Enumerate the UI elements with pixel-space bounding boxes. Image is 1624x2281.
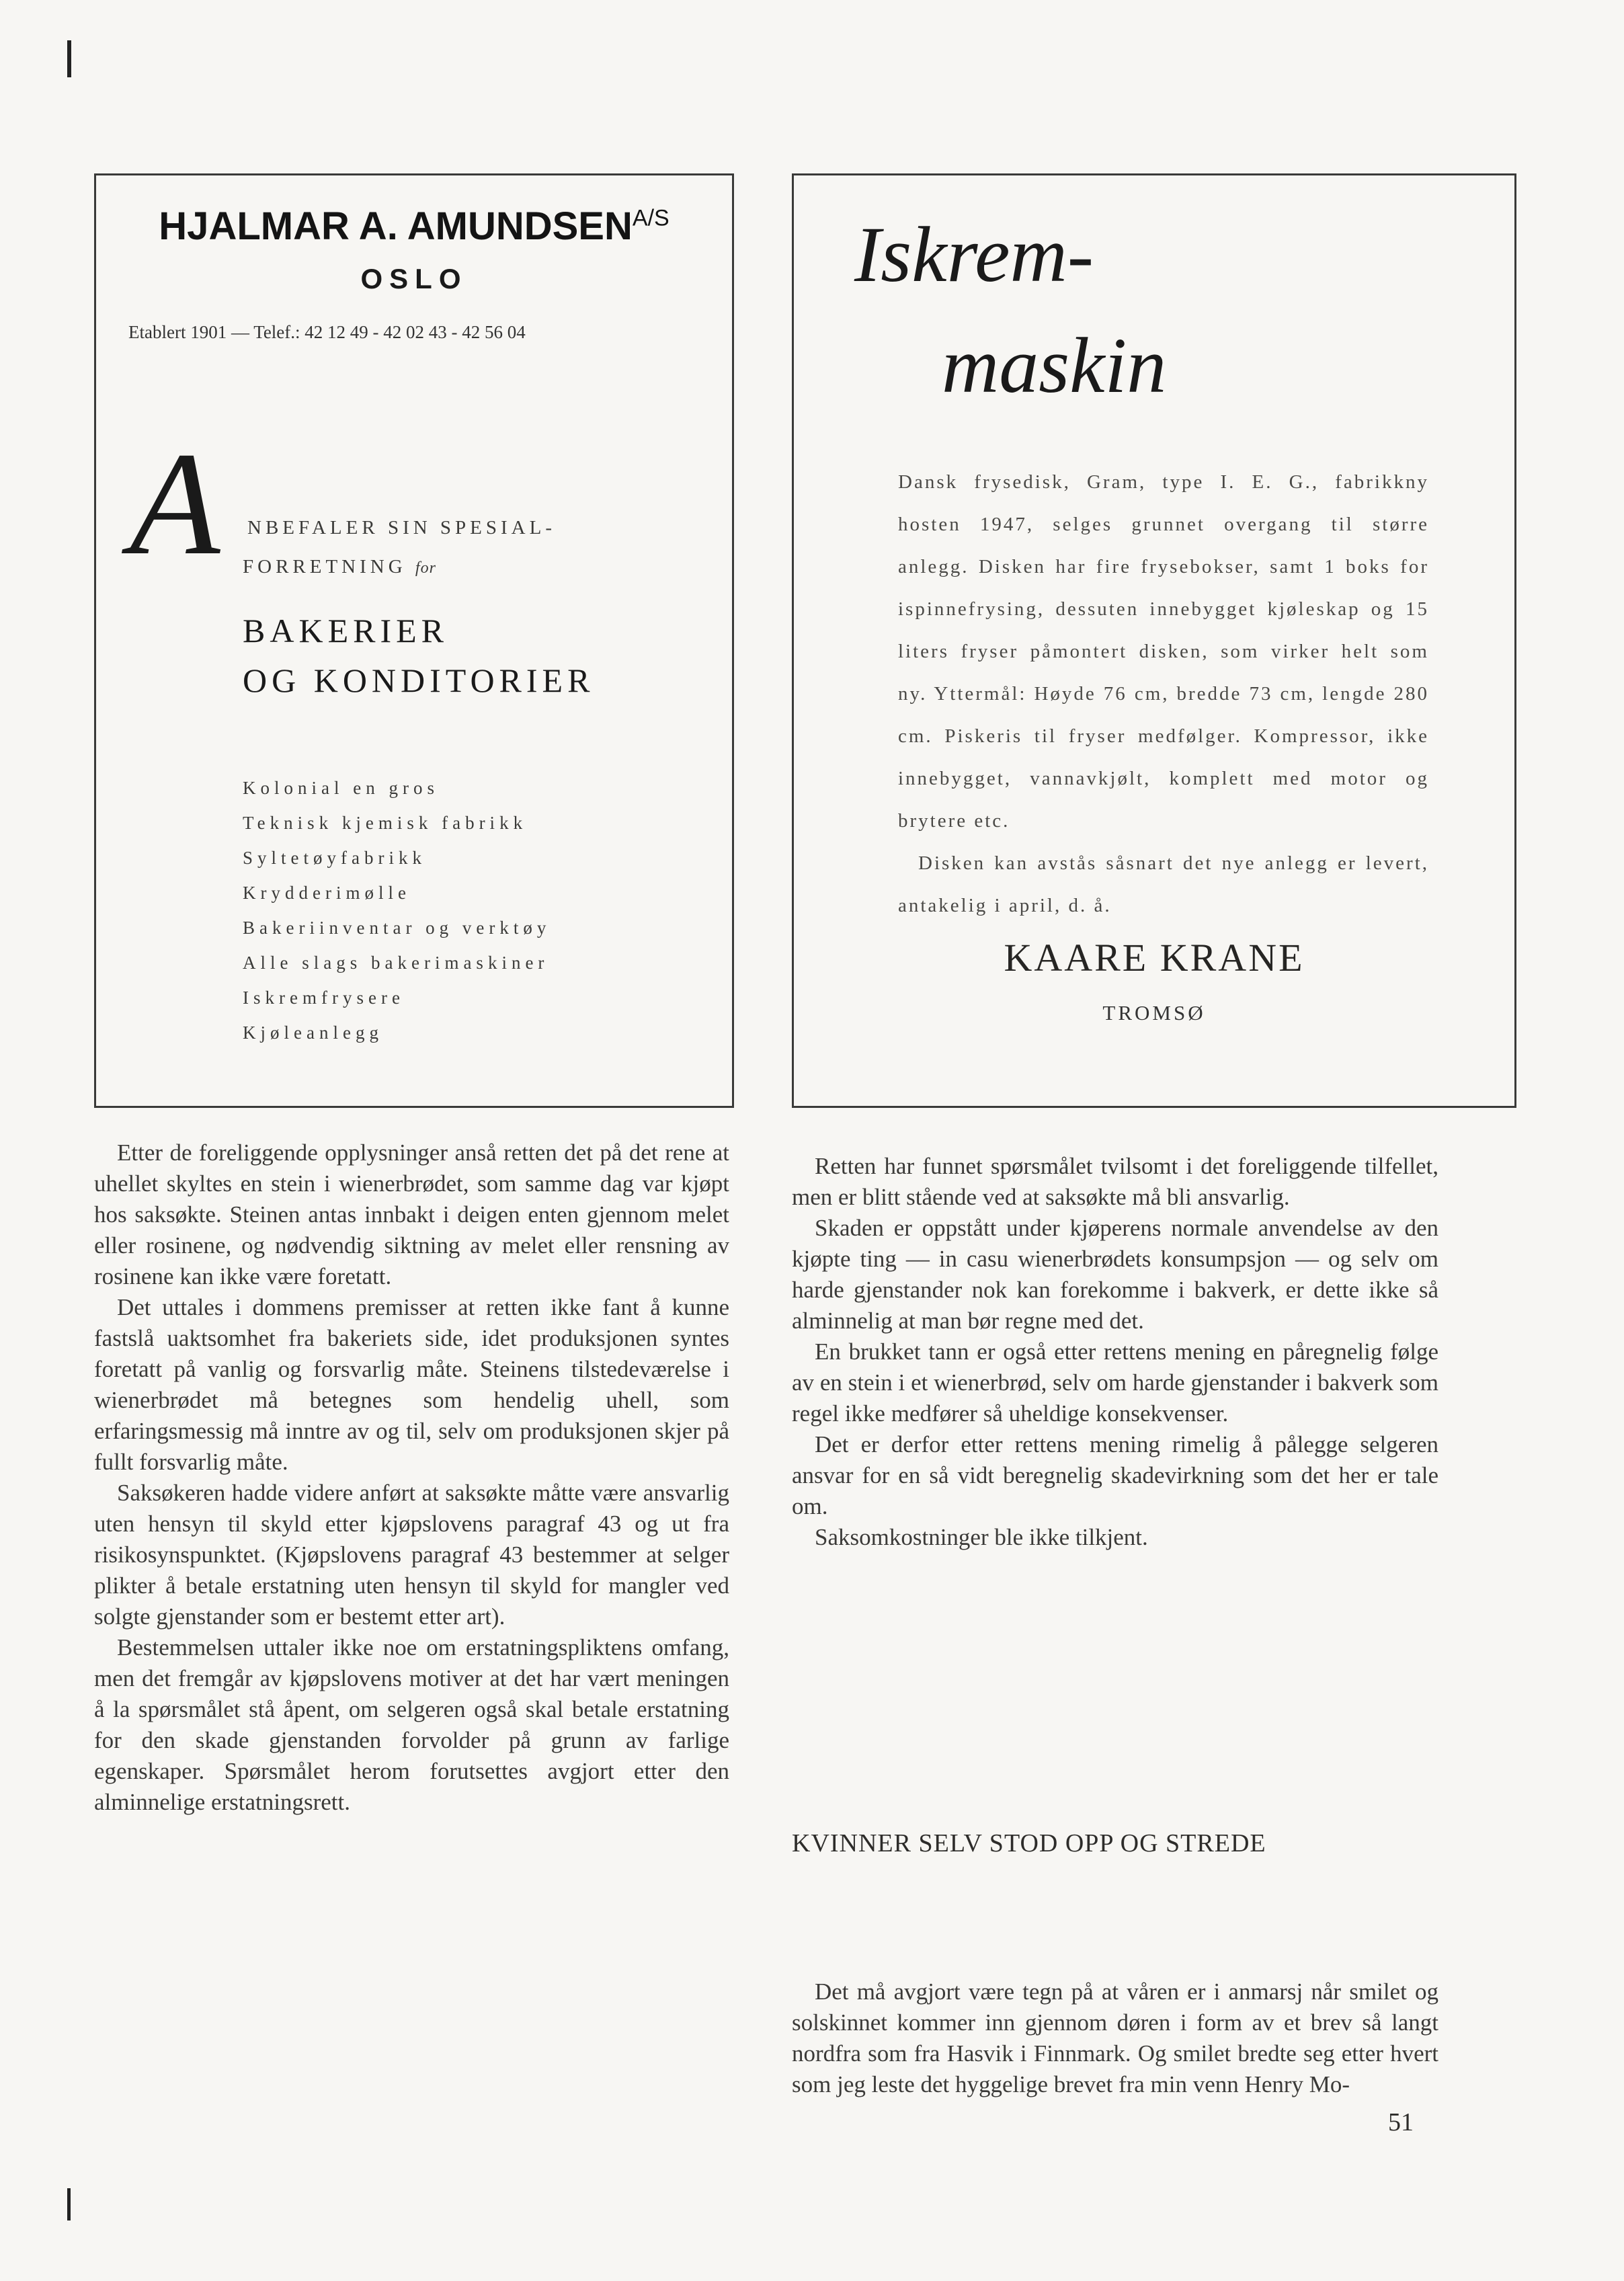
- article-column-right: [792, 1151, 1438, 1553]
- decorative-initial: A: [130, 422, 220, 586]
- article-paragraph: Bestemmelsen uttaler ikke noe om erstatningspliktens omfang, men det fremgår av kjøpslovens motiver at det har vært meningen å la spørsmålet stå åpent, om selgeren også skal betale erstatning for den skade gjenstanden forvolder på grunn av farlige egenskaper. Spørsmålet herom forutsettes avgjort etter den alminnelige erstatningsrett.: [94, 1634, 729, 1815]
- article-column-left: [94, 1137, 729, 1818]
- article-paragraph: Saksøkeren hadde videre anført at saksøkte måtte være ansvarlig uten hensyn til skyld etter kjøpslovens paragraf 43 og ut fra risikosynspunktet. (Kjøpslovens paragraf 43 bestemmer at selger plikter å betale erstatning uten hensyn til skyld for mangler ved solgte gjenstander som er bestemt etter art).: [94, 1480, 729, 1630]
- service-item: Kjøleanlegg: [243, 1023, 383, 1043]
- article-paragraph: Det må avgjort være tegn på at våren er i anmarsj når smilet og solskinnet kommer inn gjennom døren i form av et brev så langt nordfra som fra Hasvik i Finnmark. Og smilet bredte seg etter hvert som jeg leste det hyggelige brevet fra min venn Henry Mo-: [792, 1978, 1438, 2097]
- company-contact: Etablert 1901 — Telef.: 42 12 49 - 42 02 43 - 42 56 04: [128, 322, 526, 342]
- article-paragraph: Retten har funnet spørsmålet tvilsomt i det foreliggende tilfellet, men er blitt stående ved at saksøkte må bli ansvarlig.: [792, 1153, 1438, 1210]
- scan-edge-mark: [67, 2188, 71, 2220]
- advertisement-amundsen: [94, 173, 734, 1108]
- service-item: Alle slags bakerimaskiner: [243, 953, 549, 973]
- page-number: 51: [1388, 2108, 1414, 2136]
- service-item: Iskremfrysere: [243, 988, 405, 1008]
- article-paragraph: Etter de foreliggende opplysninger anså retten det på det rene at uhellet skyltes en stein i wienerbrødet, som samme dag var kjøpt hos saksøkte. Steinen antas innbakt i deigen enten gjennom melet eller rosinene, og nødvendig siktning av melet eller rensning av rosinene kan ikke være foretatt.: [94, 1139, 729, 1289]
- ad-description-text: Dansk frysedisk, Gram, type I. E. G., fabrikkny hosten 1947, selges grunnet overgang til større anlegg. Disken har fire frysebokser, samt 1 boks for ispinnefrysing, dessuten innebygget kjøleskap og 15 liters fryser påmontert disken, som virker helt som ny. Yttermål: Høyde 76 cm, bredde 73 cm, lengde 280 cm. Piskeris til fryser medfølger. Kompressor, ikke innebygget, vannavkjølt, komplett med motor og brytere etc.: [898, 471, 1429, 832]
- company-name: HJALMAR A. $AMUNDSEN^{A/S}$: [159, 204, 669, 248]
- service-item: Kolonial en gros: [243, 778, 439, 798]
- recommendation-line: NBEFALER SIN SPESIAL-: [247, 517, 556, 538]
- ad-heading-bakeries: BAKERIER: [243, 612, 448, 649]
- service-item: Bakeriinventar og verktøy: [243, 918, 551, 938]
- service-item: Krydderimølle: [243, 883, 411, 903]
- article-paragraph: Det er derfor etter rettens mening rimelig å pålegge selgeren ansvar for en så vidt beregnelig skadevirkning som det her er tale om.: [792, 1431, 1438, 1519]
- section-text: [792, 1976, 1438, 2100]
- scan-edge-mark: [67, 40, 71, 77]
- ad-title-line-1: Iskrem-: [854, 210, 1094, 298]
- ad-heading-konditories: OG KONDITORIER: [243, 662, 595, 699]
- article-paragraph: Saksomkostninger ble ikke tilkjent.: [815, 1524, 1148, 1550]
- recommendation-line-2: FORRETNING for: [243, 556, 436, 577]
- section-heading: KVINNER SELV STOD OPP OG STREDE: [792, 1829, 1266, 1857]
- advertisement-iskremmaskin: [792, 173, 1516, 1108]
- article-paragraph: Skaden er oppstått under kjøperens normale anvendelse av den kjøpte ting — in casu wienerbrødets konsumpsjon — og selv om harde gjenstander nok kan forekomme i bakverk, er dette ikke så alminnelig at man bør regne med det.: [792, 1215, 1438, 1334]
- ad-availability-text: Disken kan avstås såsnart det nye anlegg er levert, antakelig i april, d. å.: [898, 852, 1429, 916]
- ad-title-line-2: maskin: [942, 321, 1167, 409]
- seller-name: KAARE KRANE: [1004, 936, 1305, 979]
- service-item: Syltetøyfabrikk: [243, 848, 426, 868]
- service-item: Teknisk kjemisk fabrikk: [243, 813, 528, 833]
- seller-city: TROMSØ: [1102, 1001, 1206, 1025]
- ad-description: [898, 461, 1429, 927]
- company-city: OSLO: [360, 263, 468, 294]
- article-paragraph: En brukket tann er også etter rettens mening en påregnelig følge av en stein i et wienerbrød, selv om harde gjenstander i bakverk som regel ikke medfører så uheldige konsekvenser.: [792, 1338, 1438, 1427]
- services-list: [243, 770, 551, 1050]
- article-paragraph: Det uttales i dommens premisser at retten ikke fant å kunne fastslå uaktsomhet fra bakeriets side, idet produksjonen syntes foretatt på vanlig og forsvarlig måte. Steinens tilstedeværelse i wienerbrødet må betegnes som hendelig uhell, som erfaringsmessig må inntre av og til, selv om produksjonen skjer på fullt forsvarlig måte.: [94, 1294, 729, 1475]
